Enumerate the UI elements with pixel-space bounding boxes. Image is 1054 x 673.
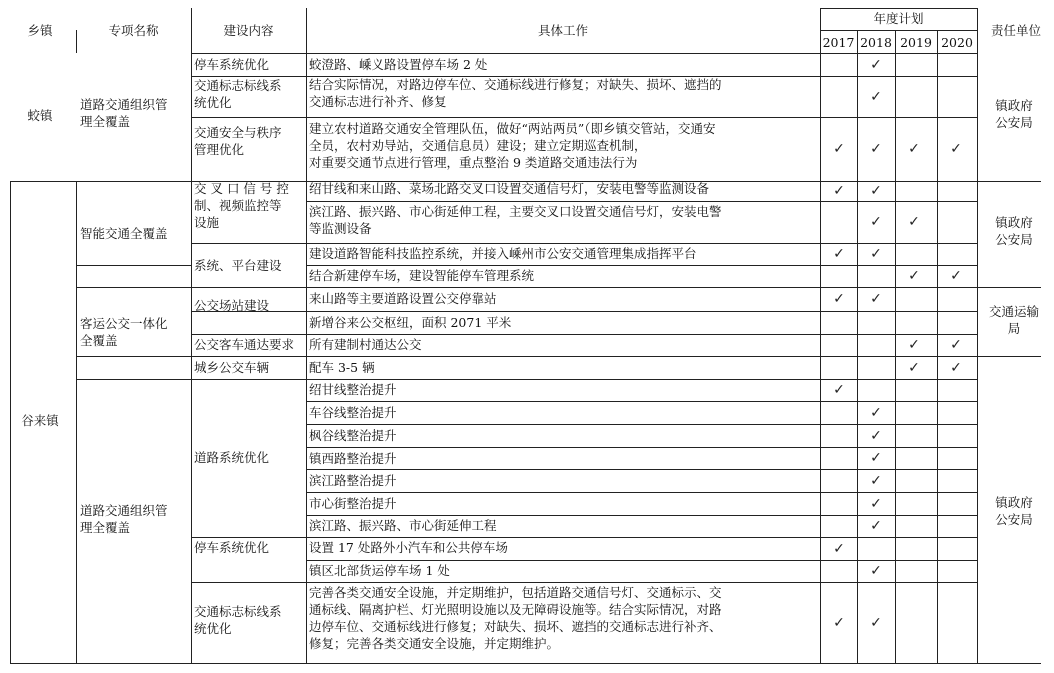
work-text: 对重要交通节点进行管理，重点整治 9 类道路交通违法行为: [309, 155, 638, 170]
grid-line: [306, 8, 307, 663]
check-mark: ✓: [908, 268, 920, 284]
grid-line: [191, 287, 306, 288]
responsible-unit: 镇政府: [995, 98, 1033, 113]
grid-line: [306, 356, 977, 357]
grid-line: [76, 181, 77, 663]
content-name: 统优化: [194, 95, 232, 110]
check-mark: ✓: [870, 563, 882, 579]
check-mark: ✓: [908, 141, 920, 157]
content-name: 公交客车通达要求: [194, 337, 295, 352]
grid-line: [191, 582, 306, 583]
check-mark: ✓: [908, 337, 920, 353]
responsible-unit: 镇政府: [995, 215, 1033, 230]
grid-line: [306, 311, 977, 312]
check-mark: ✓: [950, 337, 962, 353]
header-work: 具体工作: [537, 23, 588, 38]
check-mark: ✓: [870, 427, 882, 444]
check-mark: ✓: [870, 614, 882, 631]
check-mark: ✓: [870, 88, 882, 105]
work-text: 等监测设备: [309, 221, 372, 236]
content-name: 交通标志标线系: [194, 604, 282, 619]
check-mark: ✓: [833, 141, 845, 157]
grid-line: [191, 243, 306, 244]
content-name: 城乡公交车辆: [194, 360, 270, 375]
header-year-2018: 2018: [860, 35, 892, 50]
grid-line: [820, 8, 977, 9]
work-text: 市心街整治提升: [309, 496, 397, 511]
project-name: 道路交通组织管: [80, 97, 168, 112]
work-text: 所有建制村通达公交: [309, 337, 422, 352]
header-township: 乡镇: [27, 23, 53, 38]
content-name: 道路系统优化: [194, 450, 270, 465]
grid-line: [191, 356, 306, 357]
header-year-2017: 2017: [822, 35, 855, 50]
content-name: 管理优化: [194, 142, 245, 157]
grid-line: [306, 379, 977, 380]
grid-line: [306, 53, 820, 54]
grid-line: [306, 424, 977, 425]
check-mark: ✓: [870, 214, 882, 230]
work-text: 蛟澄路、嵊义路设置停车场 2 处: [309, 57, 488, 72]
grid-line: [306, 201, 977, 202]
grid-line: [306, 334, 977, 335]
work-text: 完善各类交通安全设施，并定期维护，包括道路交通信号灯、交通标示、交: [309, 585, 722, 600]
grid-line: [820, 30, 977, 31]
work-text: 建立农村道路交通安全管理队伍，做好“两站两员”（即乡镇交管站，交通安: [309, 121, 716, 136]
grid-line: [306, 243, 977, 244]
grid-line: [820, 53, 977, 54]
grid-line: [191, 117, 306, 118]
grid-line: [306, 537, 977, 538]
grid-line: [306, 492, 977, 493]
content-name: 系统、平台建设: [194, 258, 282, 273]
township-gulai: 谷来镇: [21, 413, 59, 428]
work-text: 通标线、隔离护栏、灯光照明设施以及无障碍设施等。结合实际情况，对路: [309, 602, 722, 617]
check-mark: ✓: [870, 246, 882, 262]
content-name: 交通标志标线系: [194, 78, 282, 93]
project-name: 客运公交一体化: [80, 316, 168, 331]
grid-line: [306, 582, 977, 583]
work-text: 建设道路智能科技监控系统，并接入嵊州市公安交通管理集成指挥平台: [309, 246, 697, 261]
header-year-2019: 2019: [900, 35, 932, 50]
content-name: 停车系统优化: [194, 57, 270, 72]
project-name: 理全覆盖: [80, 520, 131, 535]
check-mark: ✓: [950, 141, 962, 157]
grid-line: [306, 515, 977, 516]
grid-line: [306, 287, 977, 288]
grid-line: [76, 287, 191, 288]
content-name: 制、视频监控等: [194, 198, 282, 213]
grid-line: [10, 663, 1041, 664]
header-year-2020: 2020: [941, 35, 973, 50]
work-text: 边停车位、交通标线进行修复；对缺失、损坏、遮挡的交通标志进行补齐、: [309, 619, 722, 634]
grid-line: [306, 447, 977, 448]
check-mark: ✓: [833, 246, 845, 262]
check-mark: ✓: [950, 359, 962, 376]
work-text: 修复；完善各类交通安全设施，并定期维护。: [309, 636, 560, 651]
header-content: 建设内容: [223, 23, 274, 38]
check-mark: ✓: [870, 183, 882, 199]
grid-line: [977, 287, 1041, 288]
work-text: 绍甘线和来山路、菜场北路交叉口设置交通信号灯，安装电警等监测设备: [309, 181, 710, 196]
work-text: 车谷线整治提升: [309, 405, 397, 420]
work-text: 结合新建停车场，建设智能停车管理系统: [309, 268, 535, 283]
work-text: 来山路等主要道路设置公交停靠站: [309, 291, 497, 306]
responsible-unit: 交通运输: [988, 304, 1039, 319]
grid-line: [306, 469, 977, 470]
grid-line: [191, 537, 306, 538]
work-text: 交通标志进行补齐、修复: [309, 94, 447, 109]
check-mark: ✓: [870, 450, 882, 466]
project-name: 理全覆盖: [80, 114, 131, 129]
project-name: 道路交通组织管: [80, 503, 168, 518]
work-text: 结合实际情况，对路边停车位、交通标线进行修复；对缺失、损坏、遮挡的: [309, 77, 722, 92]
content-name: 停车系统优化: [194, 540, 270, 555]
grid-line: [76, 356, 191, 357]
content-name: 交通安全与秩序: [194, 125, 282, 140]
work-text: 全员，农村劝导站，交通信息员）建设；建立定期巡查机制，: [309, 138, 647, 153]
grid-line: [306, 560, 977, 561]
work-text: 镇西路整治提升: [309, 451, 397, 466]
grid-line: [76, 379, 191, 380]
check-mark: ✓: [908, 359, 920, 376]
project-name: 全覆盖: [80, 333, 118, 348]
header-annual-plan: 年度计划: [873, 11, 924, 26]
check-mark: ✓: [870, 56, 882, 73]
work-text: 镇区北部货运停车场 1 处: [309, 563, 450, 578]
responsible-unit: 公安局: [995, 512, 1033, 527]
content-name: 公交场站建设: [194, 298, 270, 313]
check-mark: ✓: [833, 540, 845, 557]
grid-line: [76, 265, 191, 266]
grid-line: [977, 356, 1041, 357]
check-mark: ✓: [908, 214, 920, 230]
grid-line: [306, 265, 977, 266]
check-mark: ✓: [833, 614, 845, 631]
check-mark: ✓: [870, 518, 882, 534]
work-text: 绍甘线整治提升: [309, 382, 397, 397]
work-text: 设置 17 处路外小汽车和公共停车场: [309, 540, 508, 555]
check-mark: ✓: [870, 141, 882, 157]
work-text: 枫谷线整治提升: [309, 428, 397, 443]
responsible-unit: 公安局: [995, 115, 1033, 130]
responsible-unit: 镇政府: [995, 495, 1033, 510]
content-name: 交 叉 口 信 号 控: [194, 181, 289, 196]
responsible-unit: 局: [1007, 321, 1021, 336]
content-name: 统优化: [194, 621, 232, 636]
grid-line: [820, 8, 821, 663]
header-unit: 责任单位: [990, 23, 1041, 38]
header-project: 专项名称: [108, 23, 159, 38]
check-mark: ✓: [870, 404, 882, 421]
check-mark: ✓: [870, 472, 882, 489]
work-text: 滨江路、振兴路、市心街延伸工程: [309, 518, 497, 533]
grid-line: [191, 8, 192, 663]
work-text: 滨江路整治提升: [309, 473, 397, 488]
responsible-unit: 公安局: [995, 232, 1033, 247]
grid-line: [306, 401, 977, 402]
check-mark: ✓: [870, 495, 882, 512]
check-mark: ✓: [833, 382, 845, 398]
check-mark: ✓: [870, 291, 882, 307]
grid-line: [191, 334, 306, 335]
check-mark: ✓: [950, 268, 962, 284]
check-mark: ✓: [833, 183, 845, 199]
check-mark: ✓: [833, 291, 845, 307]
work-text: 滨江路、振兴路、市心街延伸工程，主要交叉口设置交通信号灯，安装电警: [309, 204, 722, 219]
grid-line: [191, 53, 306, 54]
grid-line: [191, 379, 306, 380]
project-name: 智能交通全覆盖: [80, 226, 168, 241]
work-text: 新增谷来公交枢纽，面积 2071 平米: [309, 315, 512, 330]
township-jiao: 蛟镇: [27, 108, 53, 123]
content-name: 设施: [194, 215, 220, 230]
work-text: 配车 3-5 辆: [309, 360, 375, 375]
grid-line: [306, 117, 977, 118]
